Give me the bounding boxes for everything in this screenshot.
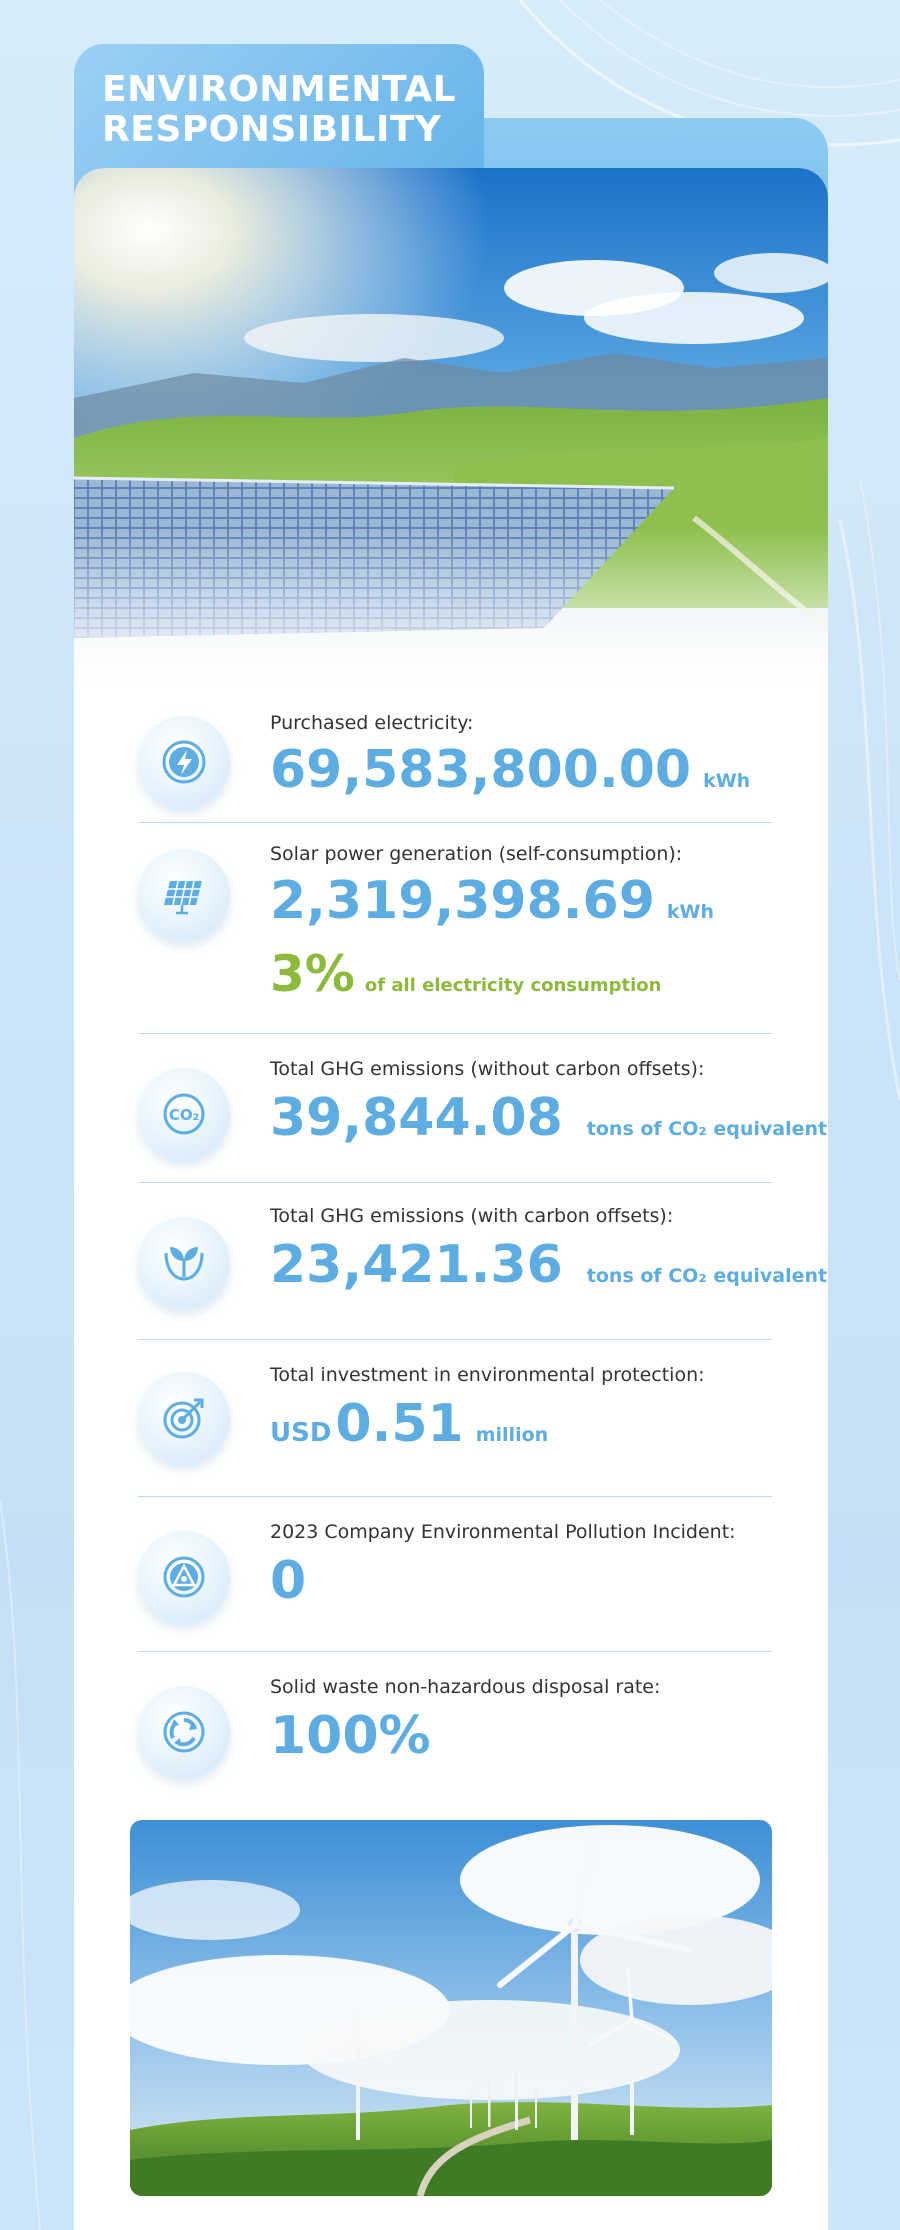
metric-label: Purchased electricity: [270,712,474,734]
metric-number: 0.51 [335,1394,464,1454]
wind-farm-image [130,1820,772,2196]
metric-label: 2023 Company Environmental Pollution Incident: [270,1521,736,1543]
metric-value [270,1396,548,1452]
metric-number: 39,844.08 [270,1088,563,1148]
leaf-sprout-icon [138,1217,230,1309]
metric-unit: million [475,1424,549,1446]
metric-value [270,873,714,929]
metric-label: Total GHG emissions (with carbon offsets): [270,1205,674,1227]
metric-label: Total investment in environmental protection: [270,1364,705,1386]
metric-label: Solid waste non-hazardous disposal rate: [270,1676,661,1698]
metric-share [270,947,661,1001]
metric-number: 100% [270,1706,431,1766]
metric-label: Solar power generation (self-consumption): [270,843,683,865]
metric-number: 23,421.36 [270,1235,563,1295]
currency-prefix: USD [270,1418,332,1448]
metric-value [270,1553,306,1609]
metric-value [270,742,750,798]
page-title-line-2: RESPONSIBILITY [102,109,442,150]
solar-farm-landscape-image [74,168,828,688]
metric-number: 69,583,800.00 [270,740,692,800]
metric-ghg-without-offsets [138,1034,828,1183]
pollution-shield-icon [138,1531,230,1623]
page-title [102,70,456,150]
metric-value [270,1708,431,1764]
metric-value [270,1237,827,1293]
share-percent: 3% [270,945,355,1003]
target-arrow-icon [138,1372,230,1464]
metric-number: 2,319,398.69 [270,871,655,931]
metric-label: Total GHG emissions (without carbon offsets): [270,1058,705,1080]
metric-unit: kWh [666,901,715,923]
metric-pollution-incidents [138,1497,772,1652]
svg-text:CO₂: CO₂ [168,1106,200,1124]
metric-solar-generation [138,823,772,1034]
metric-ghg-with-offsets [138,1183,828,1340]
metrics-list [74,688,828,1802]
main-card [74,168,828,2230]
metric-environmental-investment [138,1340,772,1497]
metric-value [270,1090,827,1146]
metric-purchased-electricity [138,688,772,823]
co2-icon [138,1068,230,1160]
metric-unit: tons of CO₂ equivalent [586,1265,828,1287]
metric-unit: tons of CO₂ equivalent [586,1118,828,1140]
page-title-line-1: ENVIRONMENTAL [102,69,457,110]
solar-panel-icon [138,849,230,941]
metric-number: 0 [270,1551,307,1611]
recycle-icon [138,1686,230,1778]
lightning-bolt-icon [138,716,230,808]
share-description: of all electricity consumption [364,975,662,996]
metric-unit: kWh [703,770,751,792]
metric-solid-waste-disposal [138,1652,772,1802]
